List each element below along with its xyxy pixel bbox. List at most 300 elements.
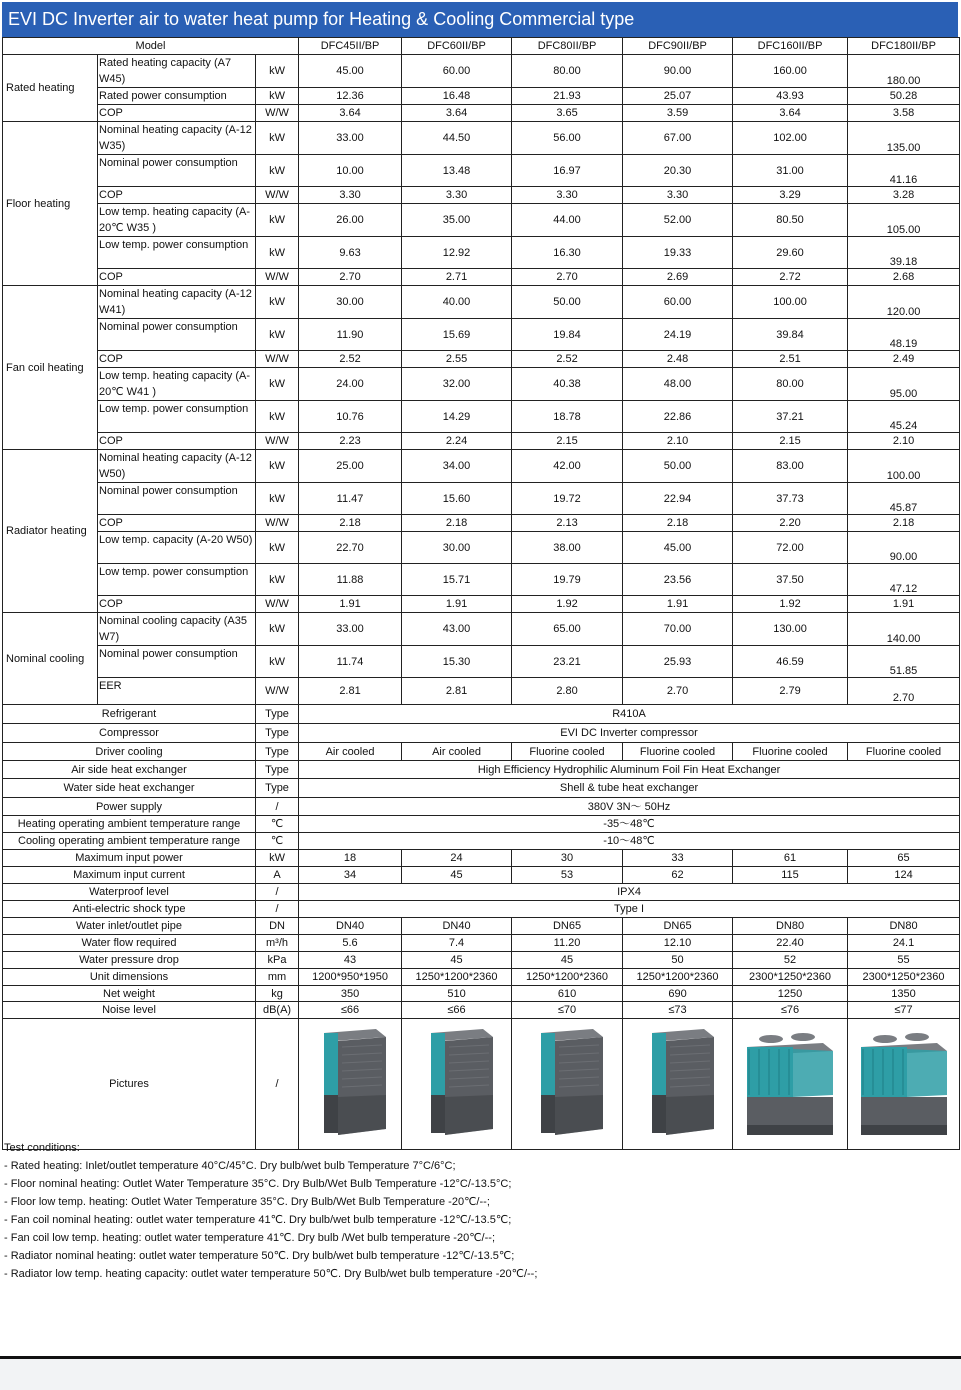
unit-cell: W/W <box>256 269 299 286</box>
value-cell: 2.23 <box>299 433 402 450</box>
unit-picture <box>299 1019 402 1150</box>
table-row <box>3 122 960 155</box>
value-cell: 1.91 <box>623 596 733 613</box>
value-cell: 45.87 <box>848 483 960 515</box>
value-cell: 90.00 <box>623 55 733 88</box>
value-cell: Air cooled <box>299 743 402 761</box>
value-cell: 40.38 <box>512 368 623 401</box>
heat-pump-unit-image <box>417 1025 497 1143</box>
table-row <box>3 867 960 884</box>
value-cell: 2.81 <box>402 678 512 705</box>
pictures-row <box>3 1019 960 1150</box>
unit-cell: Type <box>256 779 299 798</box>
merged-value-cell: -10～48℃ <box>299 833 960 850</box>
value-cell: 2.18 <box>402 515 512 532</box>
value-cell: 30.00 <box>299 286 402 319</box>
value-cell: 67.00 <box>623 122 733 155</box>
value-cell: 2.52 <box>299 351 402 368</box>
row-label: Rated power consumption <box>98 88 256 105</box>
row-label: Maximum input current <box>3 867 256 884</box>
value-cell: 2.70 <box>623 678 733 705</box>
table-row <box>3 918 960 935</box>
row-label: Water side heat exchanger <box>3 779 256 798</box>
value-cell: 50.28 <box>848 88 960 105</box>
unit-cell: ℃ <box>256 833 299 850</box>
model-name: DFC60II/BP <box>402 38 512 55</box>
value-cell: ≤76 <box>733 1002 848 1019</box>
row-label: COP <box>98 105 256 122</box>
table-row <box>3 884 960 901</box>
heat-pump-unit-image <box>310 1025 390 1143</box>
value-cell: 48.19 <box>848 319 960 351</box>
model-name: DFC180II/BP <box>848 38 960 55</box>
row-label: EER <box>98 678 256 705</box>
value-cell: 19.33 <box>623 237 733 269</box>
header-row <box>3 38 960 55</box>
value-cell: 2.20 <box>733 515 848 532</box>
value-cell: DN80 <box>848 918 960 935</box>
value-cell: 2.72 <box>733 269 848 286</box>
value-cell: 11.20 <box>512 935 623 952</box>
value-cell: 61 <box>733 850 848 867</box>
table-row <box>3 105 960 122</box>
value-cell: 19.79 <box>512 564 623 596</box>
table-row <box>3 986 960 1002</box>
value-cell: 3.64 <box>402 105 512 122</box>
value-cell: 350 <box>299 986 402 1002</box>
value-cell: 2300*1250*2360 <box>733 969 848 986</box>
value-cell: 2.10 <box>623 433 733 450</box>
value-cell: 95.00 <box>848 368 960 401</box>
value-cell: 12.10 <box>623 935 733 952</box>
value-cell: 34.00 <box>402 450 512 483</box>
table-row <box>3 286 960 319</box>
value-cell: Fluorine cooled <box>623 743 733 761</box>
unit-cell: kW <box>256 204 299 237</box>
value-cell: 32.00 <box>402 368 512 401</box>
table-row <box>3 816 960 833</box>
unit-cell: kW <box>256 88 299 105</box>
unit-cell: kW <box>256 483 299 515</box>
row-label: Refrigerant <box>3 705 256 724</box>
table-row <box>3 401 960 433</box>
value-cell: 22.40 <box>733 935 848 952</box>
unit-cell: W/W <box>256 105 299 122</box>
value-cell: 44.00 <box>512 204 623 237</box>
pictures-label: Pictures <box>3 1019 256 1150</box>
row-label: Low temp. heating capacity (A-20℃ W41 ) <box>98 368 256 401</box>
value-cell: 37.73 <box>733 483 848 515</box>
value-cell: 1200*950*1950 <box>299 969 402 986</box>
row-label: Low temp. power consumption <box>98 237 256 269</box>
note-line: - Rated heating: Inlet/outlet temperature 40°C/45°C. Dry bulb/wet bulb Temperature 7°C/6°C; <box>4 1160 456 1172</box>
value-cell: 80.50 <box>733 204 848 237</box>
table-row <box>3 743 960 761</box>
value-cell: 11.88 <box>299 564 402 596</box>
value-cell: 140.00 <box>848 613 960 646</box>
unit-cell: W/W <box>256 678 299 705</box>
table-row <box>3 761 960 779</box>
value-cell: 2.69 <box>623 269 733 286</box>
row-label: Noise level <box>3 1002 256 1019</box>
value-cell: DN65 <box>623 918 733 935</box>
unit-cell: kW <box>256 237 299 269</box>
row-label: Nominal heating capacity (A-12 W50) <box>98 450 256 483</box>
value-cell: 2.48 <box>623 351 733 368</box>
row-label: COP <box>98 596 256 613</box>
value-cell: 13.48 <box>402 155 512 187</box>
table-row <box>3 204 960 237</box>
value-cell: 16.30 <box>512 237 623 269</box>
value-cell: 51.85 <box>848 646 960 678</box>
value-cell: 60.00 <box>402 55 512 88</box>
value-cell: 18.78 <box>512 401 623 433</box>
merged-value-cell: High Efficiency Hydrophilic Aluminum Foil Fin Heat Exchanger <box>299 761 960 779</box>
table-row <box>3 55 960 88</box>
unit-cell: W/W <box>256 596 299 613</box>
value-cell: 3.28 <box>848 187 960 204</box>
value-cell: 2.70 <box>299 269 402 286</box>
unit-cell: kW <box>256 401 299 433</box>
value-cell: 72.00 <box>733 532 848 564</box>
value-cell: ≤77 <box>848 1002 960 1019</box>
value-cell: DN40 <box>299 918 402 935</box>
table-row <box>3 319 960 351</box>
value-cell: 3.65 <box>512 105 623 122</box>
value-cell: 2300*1250*2360 <box>848 969 960 986</box>
value-cell: 39.84 <box>733 319 848 351</box>
merged-value-cell: Shell & tube heat exchanger <box>299 779 960 798</box>
value-cell: DN80 <box>733 918 848 935</box>
value-cell: 2.18 <box>623 515 733 532</box>
row-label: COP <box>98 351 256 368</box>
unit-cell: kW <box>256 613 299 646</box>
unit-cell: mm <box>256 969 299 986</box>
value-cell: 1350 <box>848 986 960 1002</box>
table-row <box>3 532 960 564</box>
model-name: DFC80II/BP <box>512 38 623 55</box>
note-line: - Floor nominal heating: Outlet Water Temperature 35°C. Dry Bulb/Wet Bulb Temperature -12°C/-13.5°C; <box>4 1178 512 1190</box>
value-cell: 45 <box>402 952 512 969</box>
value-cell: 12.36 <box>299 88 402 105</box>
unit-cell: dB(A) <box>256 1002 299 1019</box>
value-cell: 11.90 <box>299 319 402 351</box>
value-cell: 50 <box>623 952 733 969</box>
table-row <box>3 678 960 705</box>
value-cell: 23.56 <box>623 564 733 596</box>
value-cell: 2.68 <box>848 269 960 286</box>
value-cell: 10.76 <box>299 401 402 433</box>
value-cell: 19.72 <box>512 483 623 515</box>
table-row <box>3 613 960 646</box>
unit-cell: kW <box>256 850 299 867</box>
value-cell: 65.00 <box>512 613 623 646</box>
table-row <box>3 433 960 450</box>
table-row <box>3 515 960 532</box>
merged-value-cell: 380V 3N～ 50Hz <box>299 798 960 816</box>
row-label: Nominal power consumption <box>98 155 256 187</box>
table-row <box>3 705 960 724</box>
group-label: Radiator heating <box>3 450 98 613</box>
unit-cell: kW <box>256 286 299 319</box>
note-line: - Radiator nominal heating: outlet water temperature 50℃. Dry bulb/wet bulb temperature -12℃/-13.5℃; <box>4 1250 515 1262</box>
value-cell: ≤66 <box>299 1002 402 1019</box>
value-cell: 25.00 <box>299 450 402 483</box>
value-cell: 45 <box>402 867 512 884</box>
heat-pump-unit-image <box>638 1025 718 1143</box>
value-cell: 15.60 <box>402 483 512 515</box>
unit-cell: W/W <box>256 187 299 204</box>
unit-picture <box>512 1019 623 1150</box>
heat-pump-unit-image <box>527 1025 607 1143</box>
group-label: Nominal cooling <box>3 613 98 705</box>
row-label: Low temp. capacity (A-20 W50) <box>98 532 256 564</box>
table-row <box>3 155 960 187</box>
bottom-bar <box>0 1359 961 1390</box>
value-cell: 35.00 <box>402 204 512 237</box>
value-cell: 52.00 <box>623 204 733 237</box>
row-label: Nominal power consumption <box>98 483 256 515</box>
row-label: Cooling operating ambient temperature range <box>3 833 256 850</box>
row-label: Nominal cooling capacity (A35 W7) <box>98 613 256 646</box>
value-cell: 33.00 <box>299 613 402 646</box>
unit-picture <box>402 1019 512 1150</box>
table-row <box>3 88 960 105</box>
unit-cell: A <box>256 867 299 884</box>
row-label: Low temp. heating capacity (A-20℃ W35 ) <box>98 204 256 237</box>
unit-cell: kW <box>256 319 299 351</box>
value-cell: 24 <box>402 850 512 867</box>
value-cell: 1.91 <box>848 596 960 613</box>
value-cell: 33 <box>623 850 733 867</box>
table-row <box>3 969 960 986</box>
group-label: Floor heating <box>3 122 98 286</box>
value-cell: 5.6 <box>299 935 402 952</box>
value-cell: 34 <box>299 867 402 884</box>
value-cell: 25.07 <box>623 88 733 105</box>
value-cell: DN65 <box>512 918 623 935</box>
value-cell: 50.00 <box>623 450 733 483</box>
value-cell: 160.00 <box>733 55 848 88</box>
value-cell: 38.00 <box>512 532 623 564</box>
value-cell: 2.51 <box>733 351 848 368</box>
value-cell: 2.80 <box>512 678 623 705</box>
test-conditions <box>4 1139 954 1283</box>
unit-cell: ℃ <box>256 816 299 833</box>
merged-value-cell: -35～48℃ <box>299 816 960 833</box>
row-label: Unit dimensions <box>3 969 256 986</box>
value-cell: 39.18 <box>848 237 960 269</box>
value-cell: 60.00 <box>623 286 733 319</box>
value-cell: 135.00 <box>848 122 960 155</box>
row-label: Driver cooling <box>3 743 256 761</box>
unit-picture <box>623 1019 733 1150</box>
row-label: COP <box>98 269 256 286</box>
table-row <box>3 187 960 204</box>
value-cell: 180.00 <box>848 55 960 88</box>
row-label: COP <box>98 515 256 532</box>
value-cell: 510 <box>402 986 512 1002</box>
value-cell: 15.69 <box>402 319 512 351</box>
table-row <box>3 450 960 483</box>
table-row <box>3 596 960 613</box>
row-label: Net weight <box>3 986 256 1002</box>
table-row <box>3 351 960 368</box>
value-cell: DN40 <box>402 918 512 935</box>
value-cell: 12.92 <box>402 237 512 269</box>
value-cell: 47.12 <box>848 564 960 596</box>
value-cell: 2.52 <box>512 351 623 368</box>
value-cell: 15.71 <box>402 564 512 596</box>
row-label: Low temp. power consumption <box>98 564 256 596</box>
value-cell: 1250*1200*2360 <box>512 969 623 986</box>
value-cell: 43.93 <box>733 88 848 105</box>
value-cell: Fluorine cooled <box>848 743 960 761</box>
value-cell: 26.00 <box>299 204 402 237</box>
value-cell: 45.00 <box>623 532 733 564</box>
value-cell: Fluorine cooled <box>733 743 848 761</box>
value-cell: 25.93 <box>623 646 733 678</box>
value-cell: 24.19 <box>623 319 733 351</box>
unit-cell: kW <box>256 532 299 564</box>
row-label: Nominal power consumption <box>98 319 256 351</box>
value-cell: 30.00 <box>402 532 512 564</box>
merged-value-cell: IPX4 <box>299 884 960 901</box>
row-label: Air side heat exchanger <box>3 761 256 779</box>
table-row <box>3 483 960 515</box>
row-label: Rated heating capacity (A7 W45) <box>98 55 256 88</box>
value-cell: 80.00 <box>733 368 848 401</box>
value-cell: 48.00 <box>623 368 733 401</box>
value-cell: 9.63 <box>299 237 402 269</box>
unit-cell: Type <box>256 743 299 761</box>
page-title: EVI DC Inverter air to water heat pump for Heating & Cooling Commercial type <box>2 2 958 37</box>
value-cell: 1250*1200*2360 <box>402 969 512 986</box>
value-cell: 14.29 <box>402 401 512 433</box>
value-cell: 46.59 <box>733 646 848 678</box>
value-cell: 3.30 <box>402 187 512 204</box>
unit-cell: kW <box>256 122 299 155</box>
note-line: - Radiator low temp. heating capacity: outlet water temperature 50℃. Dry Bulb/wet bulb temperature -20℃/--; <box>4 1268 538 1280</box>
value-cell: 83.00 <box>733 450 848 483</box>
value-cell: 100.00 <box>733 286 848 319</box>
value-cell: 1250*1200*2360 <box>623 969 733 986</box>
row-label: Water flow required <box>3 935 256 952</box>
unit-cell: / <box>256 884 299 901</box>
value-cell: 3.30 <box>299 187 402 204</box>
value-cell: 16.97 <box>512 155 623 187</box>
value-cell: 24.00 <box>299 368 402 401</box>
unit-picture <box>733 1019 848 1150</box>
table-row <box>3 237 960 269</box>
value-cell: 23.21 <box>512 646 623 678</box>
value-cell: 29.60 <box>733 237 848 269</box>
value-cell: 124 <box>848 867 960 884</box>
row-label: Nominal power consumption <box>98 646 256 678</box>
value-cell: 33.00 <box>299 122 402 155</box>
row-label: Heating operating ambient temperature range <box>3 816 256 833</box>
value-cell: 100.00 <box>848 450 960 483</box>
model-name: DFC90II/BP <box>623 38 733 55</box>
group-label: Fan coil heating <box>3 286 98 450</box>
table-row <box>3 269 960 286</box>
unit-cell: W/W <box>256 433 299 450</box>
row-label: Waterproof level <box>3 884 256 901</box>
spec-table <box>2 37 960 1150</box>
unit-cell: kW <box>256 646 299 678</box>
value-cell: 2.81 <box>299 678 402 705</box>
value-cell: 2.15 <box>733 433 848 450</box>
table-row <box>3 1002 960 1019</box>
row-label: Power supply <box>3 798 256 816</box>
value-cell: 45.24 <box>848 401 960 433</box>
model-name: DFC45II/BP <box>299 38 402 55</box>
value-cell: 2.24 <box>402 433 512 450</box>
value-cell: 11.47 <box>299 483 402 515</box>
model-name: DFC160II/BP <box>733 38 848 55</box>
value-cell: 3.30 <box>623 187 733 204</box>
value-cell: 120.00 <box>848 286 960 319</box>
table-row <box>3 564 960 596</box>
unit-cell: kW <box>256 155 299 187</box>
value-cell: 7.4 <box>402 935 512 952</box>
value-cell: 19.84 <box>512 319 623 351</box>
value-cell: 690 <box>623 986 733 1002</box>
unit-cell: / <box>256 1019 299 1150</box>
unit-cell: kW <box>256 450 299 483</box>
value-cell: 65 <box>848 850 960 867</box>
value-cell: 10.00 <box>299 155 402 187</box>
value-cell: 90.00 <box>848 532 960 564</box>
value-cell: 37.50 <box>733 564 848 596</box>
model-header: Model <box>3 38 299 55</box>
value-cell: 3.64 <box>299 105 402 122</box>
unit-cell: kg <box>256 986 299 1002</box>
value-cell: 2.71 <box>402 269 512 286</box>
table-row <box>3 798 960 816</box>
value-cell: ≤66 <box>402 1002 512 1019</box>
value-cell: 42.00 <box>512 450 623 483</box>
value-cell: 130.00 <box>733 613 848 646</box>
unit-cell: kPa <box>256 952 299 969</box>
value-cell: 1.92 <box>733 596 848 613</box>
value-cell: 610 <box>512 986 623 1002</box>
value-cell: 41.16 <box>848 155 960 187</box>
unit-picture <box>848 1019 960 1150</box>
row-label: Anti-electric shock type <box>3 901 256 918</box>
row-label: Low temp. power consumption <box>98 401 256 433</box>
value-cell: 43 <box>299 952 402 969</box>
table-row <box>3 901 960 918</box>
value-cell: 43.00 <box>402 613 512 646</box>
value-cell: ≤73 <box>623 1002 733 1019</box>
row-label: COP <box>98 433 256 450</box>
value-cell: 2.49 <box>848 351 960 368</box>
unit-cell: Type <box>256 761 299 779</box>
notes-heading: Test conditions: <box>4 1142 80 1154</box>
value-cell: 3.30 <box>512 187 623 204</box>
group-label: Rated heating <box>3 55 98 122</box>
value-cell: 30 <box>512 850 623 867</box>
unit-cell: DN <box>256 918 299 935</box>
table-row <box>3 850 960 867</box>
value-cell: 31.00 <box>733 155 848 187</box>
unit-cell: / <box>256 901 299 918</box>
value-cell: 2.18 <box>299 515 402 532</box>
value-cell: Air cooled <box>402 743 512 761</box>
unit-cell: m³/h <box>256 935 299 952</box>
value-cell: 2.10 <box>848 433 960 450</box>
